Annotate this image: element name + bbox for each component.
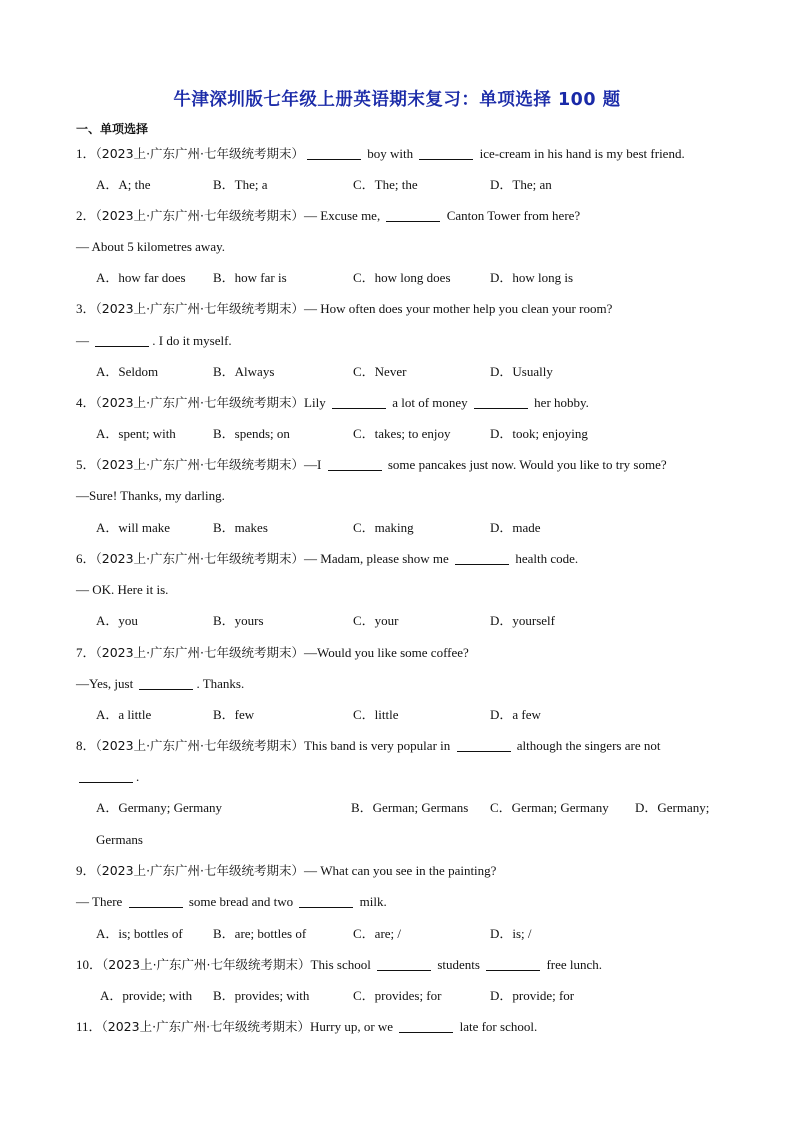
option-d[interactable]: D．Usually [490,364,553,379]
option-c[interactable]: C．your [353,613,399,628]
question-stem [76,301,612,317]
option-d[interactable]: D．The; an [490,177,552,192]
question-stem [76,395,589,411]
question-source: （2023上·广东广州·七年级统考期末） [95,146,305,161]
option-d[interactable]: D．a few [490,707,541,722]
question-text: late for school. [456,1019,538,1034]
option-d[interactable]: D．took; enjoying [490,426,588,441]
answer-blank [328,457,382,471]
option-a[interactable]: A．provide; with [100,988,193,1003]
option-a[interactable]: A．A; the [96,177,151,192]
answer-blank [79,769,133,783]
question-source: （2023上·广东广州·七年级统考期末） [95,738,305,753]
page-title: 牛津深圳版七年级上册英语期末复习：单项选择 100 题 [173,90,621,110]
question-reply [76,894,387,910]
question-number: 1． [76,146,96,161]
question-text: . I do it myself. [152,333,232,348]
question-number: 5． [76,457,96,472]
question-reply [76,676,244,692]
question-text: free lunch. [543,957,603,972]
question-text: Lily [304,395,329,410]
option-a[interactable]: A．a little [96,707,152,722]
question-text: ice-cream in his hand is my best friend. [476,146,685,161]
question-text: some pancakes just now. Would you like to try some? [384,457,667,472]
question-number: 7． [76,645,96,660]
option-a[interactable]: A．how far does [96,270,186,285]
question-number: 2． [76,208,96,223]
question-text: Canton Tower from here? [443,208,581,223]
question-stem [76,1019,537,1035]
option-d[interactable]: D．Germany; [635,800,710,815]
question-source: （2023上·广东广州·七年级统考期末） [95,645,305,660]
answer-blank [399,1019,453,1033]
question-text: — There [76,894,126,909]
option-b[interactable]: B．makes [213,520,268,535]
option-c[interactable]: C．Never [353,364,407,379]
question-source: （2023上·广东广州·七年级统考期末） [102,957,311,972]
option-d[interactable]: D．is; / [490,926,532,941]
question-stem [76,645,469,661]
option-d[interactable]: D．made [490,520,541,535]
option-d[interactable]: D．yourself [490,613,555,628]
option-c[interactable]: C．making [353,520,414,535]
question-stem [76,957,602,973]
option-b[interactable]: B．Always [213,364,275,379]
question-text: although the singers are not [513,738,661,753]
answer-blank [455,551,509,565]
question-stem [76,551,578,567]
question-number: 4． [76,395,96,410]
question-text: some bread and two [185,894,297,909]
question-text: health code. [512,551,579,566]
option-c[interactable]: C．takes; to enjoy [353,426,451,441]
answer-blank [139,676,193,690]
answer-blank [332,395,386,409]
option-c[interactable]: C．provides; for [353,988,442,1003]
question-reply [76,333,232,349]
option-b[interactable]: B．how far is [213,270,287,285]
question-source: （2023上·广东广州·七年级统考期末） [95,395,305,410]
answer-blank [386,208,440,222]
question-text: — What can you see in the painting? [304,863,497,878]
option-a[interactable]: A．will make [96,520,171,535]
option-a[interactable]: A．Germany; Germany [96,800,222,815]
question-reply: — OK. Here it is. [76,582,169,597]
option-c[interactable]: C．are; / [353,926,402,941]
question-text: —I [304,457,325,472]
question-source: （2023上·广东广州·七年级统考期末） [95,457,305,472]
option-c[interactable]: C．little [353,707,399,722]
question-stem [76,457,667,473]
question-text: her hobby. [530,395,589,410]
question-reply: —Sure! Thanks, my darling. [76,488,225,503]
question-stem [76,863,496,879]
option-c[interactable]: C．German; Germany [490,800,609,815]
option-b[interactable]: B．are; bottles of [213,926,307,941]
answer-blank [95,333,149,347]
question-text: . Thanks. [196,676,245,691]
question-stem [76,738,660,754]
option-a[interactable]: A．spent; with [96,426,176,441]
answer-blank [377,957,431,971]
option-c[interactable]: C．The; the [353,177,418,192]
question-text: students [434,957,484,972]
question-text: Hurry up, or we [310,1019,397,1034]
question-number: 10． [76,957,103,972]
answer-blank [419,146,473,160]
question-text: —Yes, just [76,676,137,691]
question-reply [76,769,139,785]
question-stem [76,208,580,224]
question-reply: — About 5 kilometres away. [76,239,225,254]
question-source: （2023上·广东广州·七年级统考期末） [95,551,305,566]
option-c[interactable]: C．how long does [353,270,451,285]
question-text: This band is very popular in [304,738,454,753]
option-b[interactable]: B．spends; on [213,426,290,441]
option-b[interactable]: B．yours [213,613,264,628]
answer-blank [299,894,353,908]
section-heading: 一、单项选择 [76,122,149,136]
question-text: milk. [356,894,387,909]
question-text: boy with [364,146,417,161]
answer-blank [129,894,183,908]
question-text: — [76,333,93,348]
question-number: 3． [76,301,96,316]
answer-blank [307,146,361,160]
question-text: — Excuse me, [304,208,384,223]
option-d[interactable]: D．provide; for [490,988,575,1003]
question-source: （2023上·广东广州·七年级统考期末） [101,1019,311,1034]
answer-blank [486,957,540,971]
question-text: —Would you like some coffee? [304,645,469,660]
question-source: （2023上·广东广州·七年级统考期末） [95,208,305,223]
option-a[interactable]: A．Seldom [96,364,159,379]
question-text: a lot of money [388,395,471,410]
question-number: 11． [76,1019,102,1034]
question-number: 8． [76,738,96,753]
question-number: 6． [76,551,96,566]
option-d[interactable]: D．how long is [490,270,574,285]
question-source: （2023上·广东广州·七年级统考期末） [95,863,305,878]
option-b[interactable]: B．German; Germans [351,800,469,815]
option-a[interactable]: A．is; bottles of [96,926,183,941]
answer-blank [474,395,528,409]
option-d-continued: Germans [96,832,143,847]
question-text: — Madam, please show me [304,551,453,566]
question-text: — How often does your mother help you clean your room? [304,301,613,316]
option-b[interactable]: B．few [213,707,255,722]
question-text: This school [310,957,375,972]
answer-blank [457,738,511,752]
question-stem [76,146,685,162]
question-number: 9． [76,863,96,878]
question-source: （2023上·广东广州·七年级统考期末） [95,301,305,316]
option-b[interactable]: B．The; a [213,177,268,192]
question-text: . [136,769,140,784]
option-a[interactable]: A．you [96,613,138,628]
option-b[interactable]: B．provides; with [213,988,310,1003]
